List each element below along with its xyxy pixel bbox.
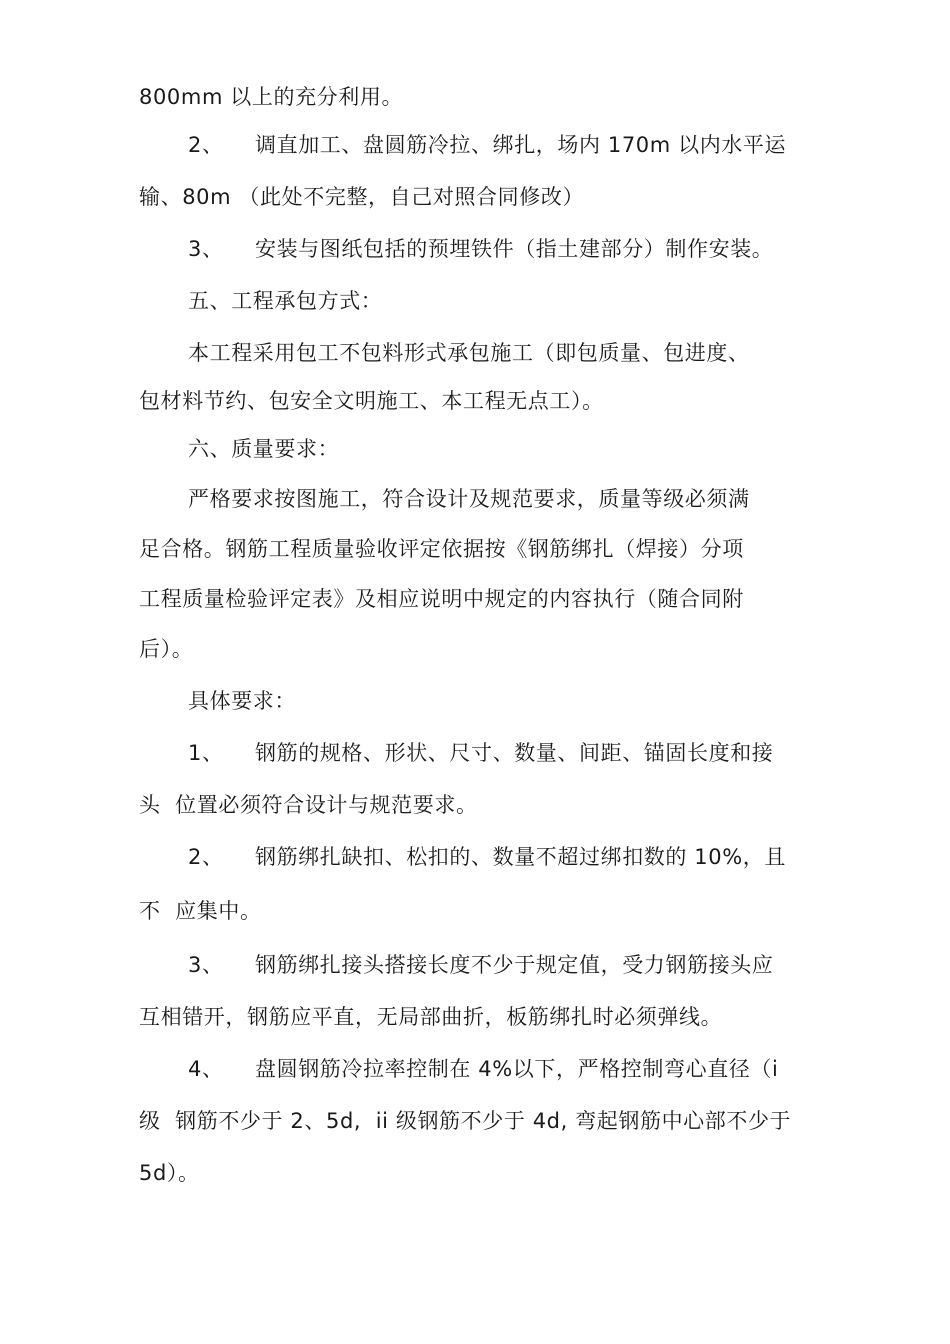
list-item-3 bbox=[0, 234, 950, 264]
item-number: 3、 bbox=[188, 237, 224, 261]
text-line: 级 钢筋不少于 2、5d, ii 级钢筋不少于 4d, 弯起钢筋中心部不少于 bbox=[139, 1109, 792, 1133]
text-line: 严格要求按图施工，符合设计及规范要求，质量等级必须满 bbox=[188, 487, 750, 511]
subheading: 具体要求： bbox=[188, 689, 296, 713]
text-line: 不 应集中。 bbox=[139, 899, 262, 923]
item-text: 钢筋绑扎缺扣、松扣的、数量不超过绑扣数的 10%，且 bbox=[255, 845, 786, 869]
item-number: 2、 bbox=[188, 133, 224, 157]
text-line: 头 位置必须符合设计与规范要求。 bbox=[139, 793, 478, 817]
text-line: 互相错开，钢筋应平直，无局部曲折，板筋绑扎时必须弹线。 bbox=[139, 1005, 723, 1029]
text-line: 后）。 bbox=[139, 637, 194, 661]
item-number: 3、 bbox=[188, 953, 224, 977]
requirement-2 bbox=[0, 842, 950, 872]
requirement-4 bbox=[0, 1054, 950, 1084]
section-heading-6: 六、质量要求： bbox=[188, 437, 340, 461]
text-line: 5d）。 bbox=[139, 1161, 200, 1185]
text-line: 本工程采用包工不包料形式承包施工（即包质量、包进度、 bbox=[188, 341, 750, 365]
requirement-3 bbox=[0, 950, 950, 980]
text-line: 800mm 以上的充分利用。 bbox=[139, 85, 404, 109]
text-line: 包材料节约、包安全文明施工、本工程无点工）。 bbox=[139, 389, 604, 413]
text-line: 输、80m （此处不完整，自己对照合同修改） bbox=[139, 185, 585, 209]
item-number: 2、 bbox=[188, 845, 224, 869]
item-text: 盘圆钢筋冷拉率控制在 4%以下，严格控制弯心直径（i bbox=[255, 1057, 779, 1081]
text-line: 工程质量检验评定表》及相应说明中规定的内容执行（随合同附 bbox=[139, 587, 744, 611]
item-number: 1、 bbox=[188, 741, 224, 765]
item-text: 安装与图纸包括的预埋铁件（指土建部分）制作安装。 bbox=[255, 237, 774, 261]
item-number: 4、 bbox=[188, 1057, 224, 1081]
item-text: 钢筋绑扎接头搭接长度不少于规定值，受力钢筋接头应 bbox=[255, 953, 774, 977]
item-text: 钢筋的规格、形状、尺寸、数量、间距、锚固长度和接 bbox=[255, 741, 774, 765]
section-heading-5: 五、工程承包方式： bbox=[188, 289, 383, 313]
requirement-1 bbox=[0, 738, 950, 768]
text-line: 足合格。钢筋工程质量验收评定依据按《钢筋绑扎（焊接）分项 bbox=[139, 537, 744, 561]
item-text: 调直加工、盘圆筋冷拉、绑扎，场内 170m 以内水平运 bbox=[255, 133, 787, 157]
list-item-2 bbox=[0, 130, 950, 160]
